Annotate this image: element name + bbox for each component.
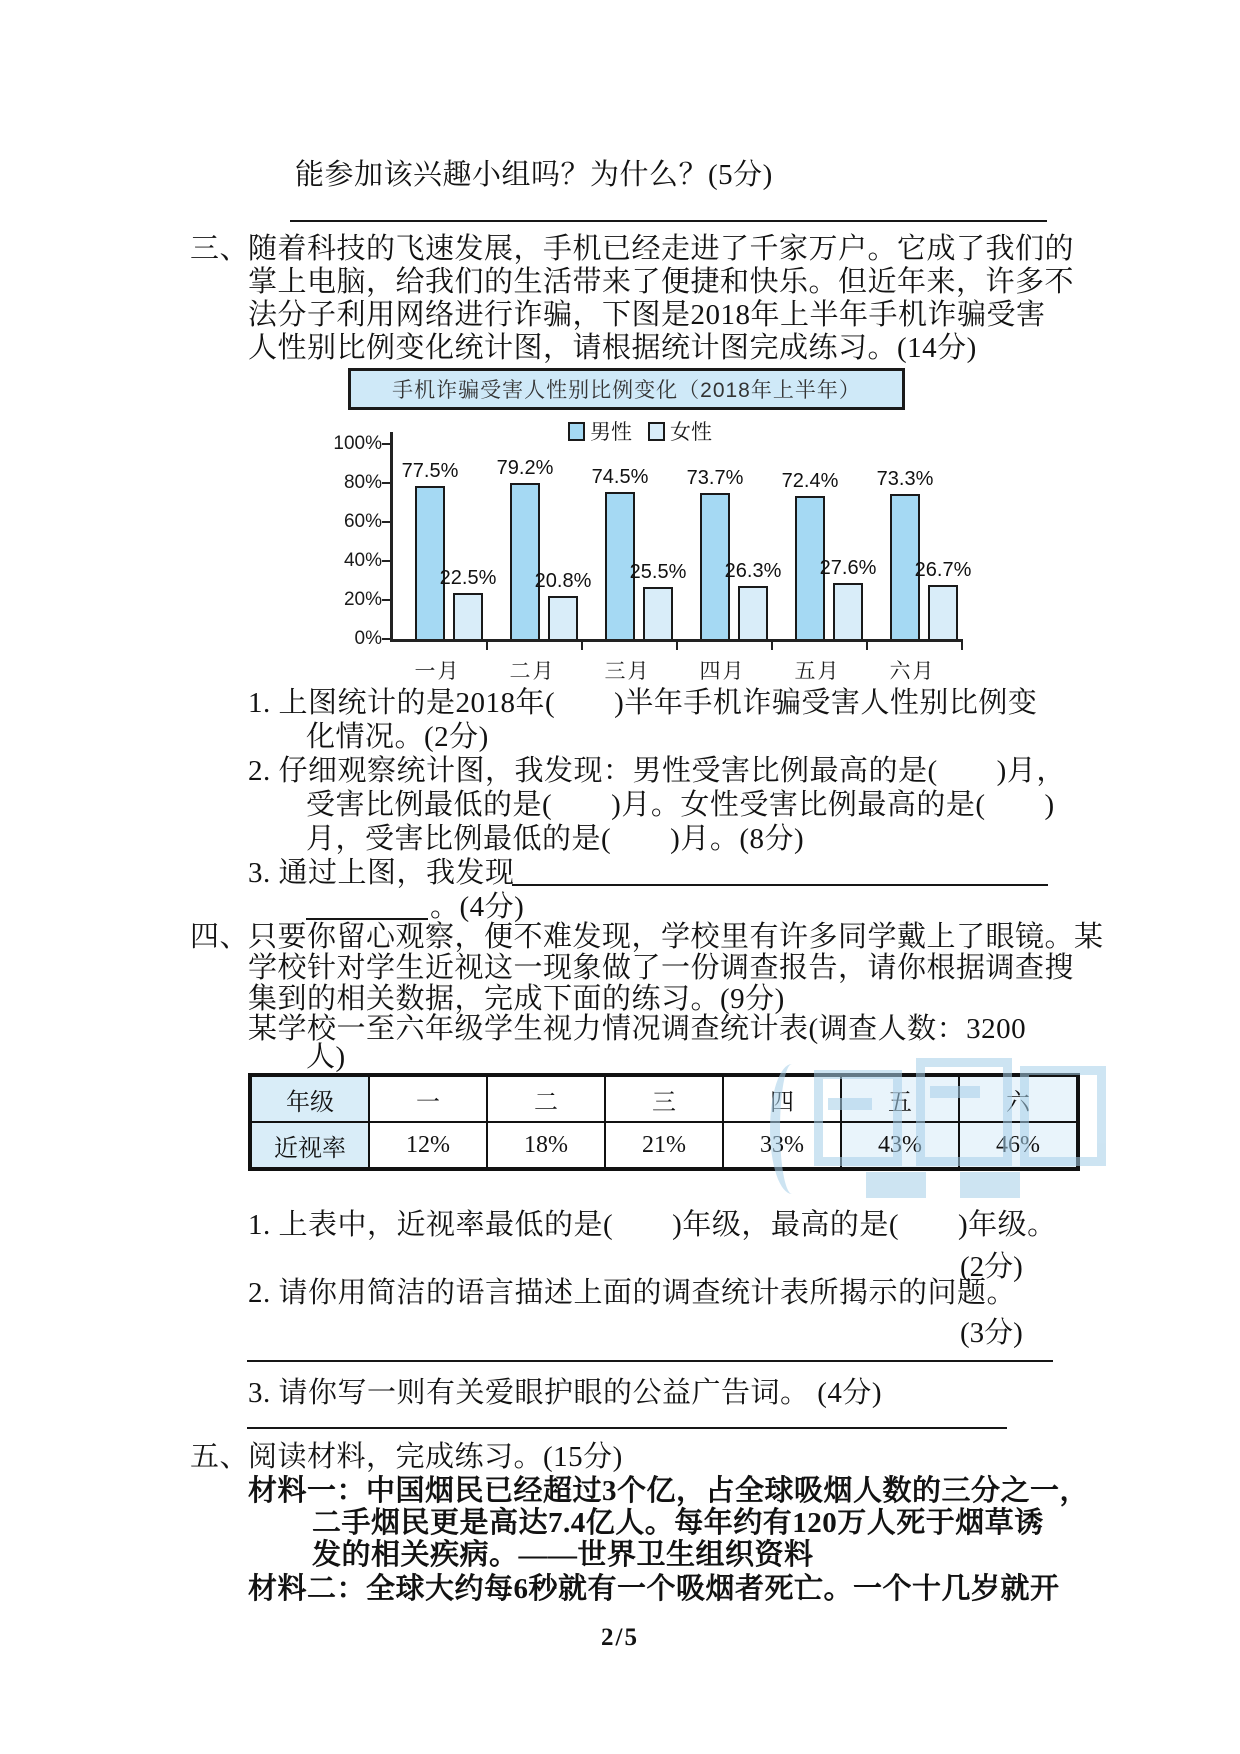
table-caption-line2: 人) bbox=[306, 1041, 346, 1073]
x-axis-tick bbox=[486, 642, 488, 650]
bar-value-label: 22.5% bbox=[439, 567, 497, 589]
section4-line-3: 集到的相关数据，完成下面的练习。(9分) bbox=[248, 983, 785, 1015]
table-row-rate bbox=[250, 1122, 1078, 1169]
table-cell-rate: 43% bbox=[841, 1122, 959, 1169]
bar bbox=[453, 593, 483, 639]
answer-blank-line bbox=[247, 1360, 1053, 1362]
table-cell-rate: 46% bbox=[959, 1122, 1078, 1169]
intro-question-line: 能参加该兴趣小组吗？为什么？(5分) bbox=[295, 159, 773, 191]
s4-question2-score: (3分) bbox=[960, 1317, 1023, 1349]
x-axis-label: 四月 bbox=[699, 660, 746, 683]
page-number: 2/5 bbox=[601, 1624, 639, 1651]
section5-heading: 阅读材料，完成练习。(15分) bbox=[248, 1441, 623, 1473]
bar bbox=[548, 596, 578, 639]
x-axis-tick bbox=[676, 642, 678, 650]
material1-label: 材料一： bbox=[248, 1475, 367, 1507]
bar-value-label: 74.5% bbox=[591, 466, 649, 488]
bar bbox=[928, 585, 958, 639]
x-axis-tick bbox=[771, 642, 773, 650]
bar bbox=[738, 586, 768, 639]
table-cell-rate: 12% bbox=[369, 1122, 487, 1169]
y-axis-tick bbox=[382, 638, 390, 640]
x-axis-label: 三月 bbox=[604, 660, 651, 683]
bar-value-label: 79.2% bbox=[496, 457, 554, 479]
table-row-grade bbox=[250, 1075, 1078, 1122]
y-axis-tick bbox=[382, 443, 390, 445]
x-axis-labels bbox=[390, 655, 960, 685]
section3-line-4: 人性别比例变化统计图，请根据统计图完成练习。(14分) bbox=[248, 332, 977, 364]
s3-question1-line2: 化情况。(2分) bbox=[306, 721, 489, 753]
y-axis-tick-label: 20% bbox=[343, 589, 382, 610]
watermark-shape bbox=[866, 1172, 926, 1198]
answer-blank-line bbox=[512, 884, 1048, 886]
table-header-grade: 年级 bbox=[250, 1075, 369, 1122]
legend-label: 男性 bbox=[590, 421, 632, 444]
bar-value-label: 73.7% bbox=[686, 467, 744, 489]
section5-number: 五、 bbox=[190, 1441, 250, 1473]
legend-label: 女性 bbox=[670, 421, 712, 444]
s4-question3: 3. 请你写一则有关爱眼护眼的公益广告词。 (4分) bbox=[248, 1377, 883, 1409]
bar bbox=[833, 583, 863, 639]
y-axis-tick-label: 100% bbox=[333, 433, 382, 454]
fraud-bar-chart bbox=[330, 368, 1010, 684]
legend-swatch-icon bbox=[648, 422, 665, 441]
s4-question1: 1. 上表中，近视率最低的是( )年级，最高的是( )年级。 bbox=[248, 1209, 1057, 1241]
x-axis-label: 六月 bbox=[889, 660, 936, 683]
section4-text-1: 只要你留心观察，便不难发现，学校里有许多同学戴上了眼镜。某 bbox=[248, 921, 1104, 953]
section4-number: 四、 bbox=[190, 921, 250, 953]
y-axis-tick-label: 60% bbox=[343, 511, 382, 532]
table-caption-line1: 某学校一至六年级学生视力情况调查统计表(调查人数：3200 bbox=[248, 1013, 1027, 1045]
watermark-shape bbox=[960, 1172, 1020, 1198]
chart-legend bbox=[330, 416, 950, 446]
s4-question2: 2. 请你用简洁的语言描述上面的调查统计表所揭示的问题。 bbox=[248, 1277, 1017, 1309]
s3-question2-line2: 受害比例最低的是( )月。女性受害比例最高的是( ) bbox=[306, 789, 1055, 821]
bar-value-label: 77.5% bbox=[401, 460, 459, 482]
s3-question2-line1: 2. 仔细观察统计图，我发现：男性受害比例最高的是( )月， bbox=[248, 755, 1066, 787]
table-cell-grade: 五 bbox=[841, 1075, 959, 1122]
material1-line-2: 二手烟民更是高达7.4亿人。每年约有120万人死于烟草诱 bbox=[312, 1507, 1044, 1539]
x-axis-label: 一月 bbox=[414, 660, 461, 683]
y-axis-tick-label: 0% bbox=[354, 628, 382, 649]
bar bbox=[415, 486, 445, 639]
s3-question3-prefix: 3. 通过上图，我发现 bbox=[248, 857, 515, 889]
table-cell-grade: 一 bbox=[369, 1075, 487, 1122]
s3-question2-line3: 月，受害比例最低的是( )月。(8分) bbox=[306, 823, 805, 855]
vision-survey-table bbox=[248, 1073, 1080, 1171]
x-axis-tick bbox=[581, 642, 583, 650]
bar bbox=[643, 587, 673, 639]
bar bbox=[510, 483, 540, 639]
table-cell-rate: 21% bbox=[605, 1122, 723, 1169]
x-axis-label: 二月 bbox=[509, 660, 556, 683]
section3-line-1 bbox=[190, 232, 1074, 266]
table-cell-grade: 四 bbox=[723, 1075, 841, 1122]
section4-line-1 bbox=[190, 920, 1104, 954]
x-axis-tick bbox=[866, 642, 868, 650]
bar-value-label: 26.3% bbox=[724, 560, 782, 582]
answer-blank-line bbox=[290, 220, 1047, 222]
section4-line-2: 学校针对学生近视这一现象做了一份调查报告，请你根据调查搜 bbox=[248, 952, 1075, 984]
material2-line-1 bbox=[248, 1572, 1060, 1606]
s3-question1-line1: 1. 上图统计的是2018年( )半年手机诈骗受害人性别比例变 bbox=[248, 687, 1038, 719]
section3-line-3: 法分子利用网络进行诈骗，下图是2018年上半年手机诈骗受害 bbox=[248, 299, 1046, 331]
material1-line-3: 发的相关疾病。——世界卫生组织资料 bbox=[312, 1539, 814, 1571]
bar-value-label: 72.4% bbox=[781, 470, 839, 492]
y-axis-tick bbox=[382, 482, 390, 484]
y-axis-tick bbox=[382, 599, 390, 601]
y-axis-tick bbox=[382, 521, 390, 523]
table-cell-rate: 18% bbox=[487, 1122, 605, 1169]
material2-label: 材料二： bbox=[248, 1573, 367, 1605]
chart-title: 手机诈骗受害人性别比例变化（2018年上半年） bbox=[348, 368, 905, 410]
table-header-rate: 近视率 bbox=[250, 1122, 369, 1169]
legend-item bbox=[568, 416, 632, 446]
bar-value-label: 73.3% bbox=[876, 468, 934, 490]
table-cell-grade: 二 bbox=[487, 1075, 605, 1122]
section3-line-2: 掌上电脑，给我们的生活带来了便捷和快乐。但近年来，许多不 bbox=[248, 266, 1075, 298]
y-axis-extension bbox=[390, 432, 393, 444]
bar-chart-plot bbox=[333, 433, 972, 649]
material1-line-1 bbox=[248, 1474, 1089, 1508]
s4-question1-score: (2分) bbox=[960, 1251, 1023, 1283]
legend-swatch-icon bbox=[568, 422, 585, 441]
y-axis-tick-label: 80% bbox=[343, 472, 382, 493]
x-axis-label: 五月 bbox=[794, 660, 841, 683]
table-cell-grade: 六 bbox=[959, 1075, 1078, 1122]
y-axis-tick bbox=[382, 560, 390, 562]
bar-value-label: 27.6% bbox=[819, 557, 877, 579]
table-cell-rate: 33% bbox=[723, 1122, 841, 1169]
section3-text-1: 随着科技的飞速发展，手机已经走进了千家万户。它成了我们的 bbox=[248, 233, 1075, 265]
material1-text-1: 中国烟民已经超过3个亿，占全球吸烟人数的三分之一， bbox=[366, 1475, 1090, 1507]
x-axis-tick bbox=[961, 642, 963, 650]
bar-value-label: 25.5% bbox=[629, 561, 687, 583]
bar-value-label: 20.8% bbox=[534, 570, 592, 592]
section5-heading-line bbox=[190, 1440, 623, 1474]
table-cell-grade: 三 bbox=[605, 1075, 723, 1122]
bar-value-label: 26.7% bbox=[914, 559, 972, 581]
legend-item bbox=[648, 416, 712, 446]
s3-question3-suffix: 。(4分) bbox=[430, 891, 525, 923]
material2-text-1: 全球大约每6秒就有一个吸烟者死亡。一个十几岁就开 bbox=[366, 1573, 1060, 1605]
y-axis-tick-label: 40% bbox=[343, 550, 382, 571]
answer-blank-line bbox=[247, 1427, 1007, 1429]
section3-number: 三、 bbox=[190, 233, 250, 265]
